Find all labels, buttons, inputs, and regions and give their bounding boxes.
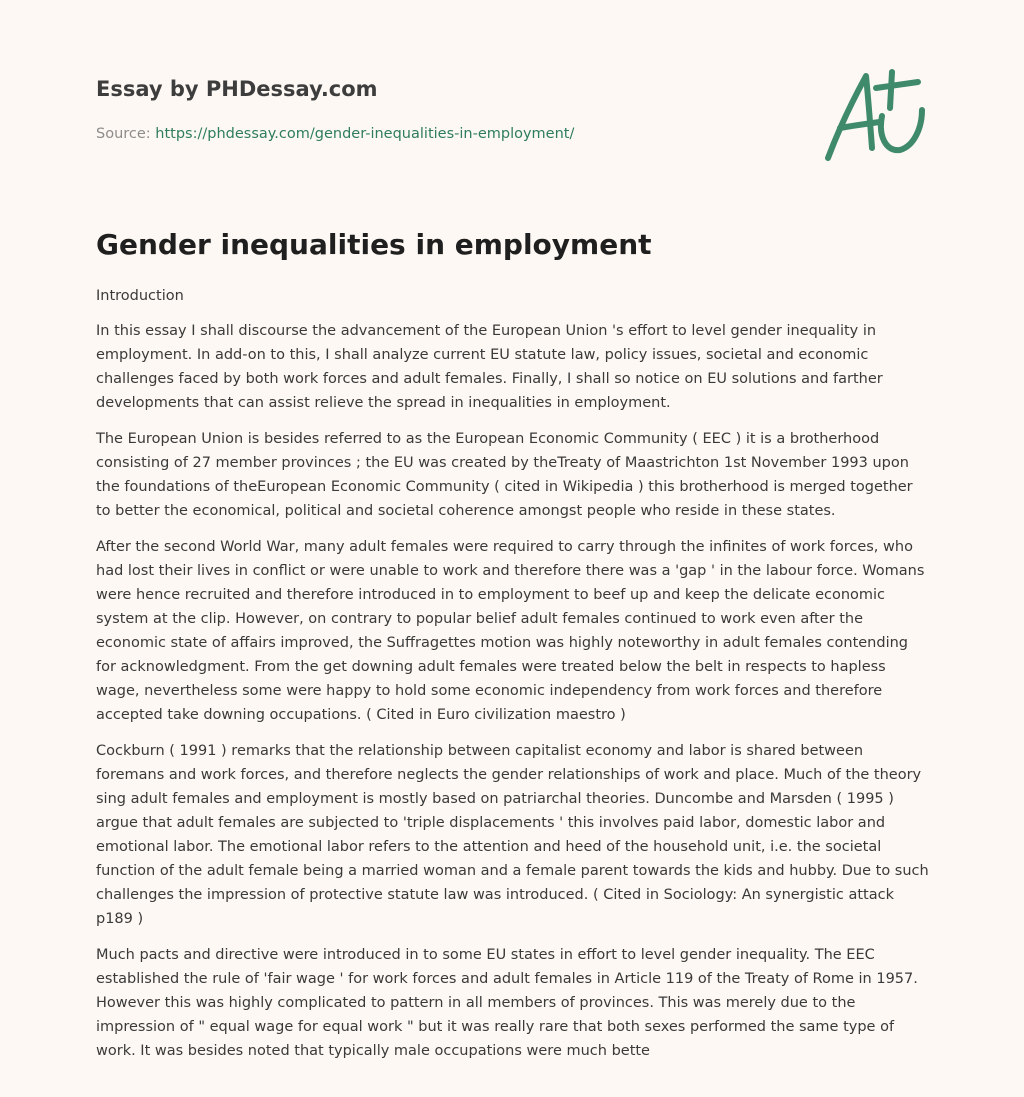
page-header bbox=[96, 74, 796, 144]
paragraph: Cockburn ( 1991 ) remarks that the relationship between capitalist economy and labor is shared between foremans and work forces, and therefore neglects the gender relationships of work and place. Much of the theory sing adult females and employment is mostly based on patriarchal theories. Duncombe and Marsden ( 1995 ) argue that adult females are subjected to 'triple displacements ' this involves paid labor, domestic labor and emotional labor. The emotional labor refers to the attention and heed of the household unit, i.e. the societal function of the adult female being a married woman and a female parent towards the kids and hubby. Due to such challenges the impression of protective statute law was introduced. ( Cited in Sociology: An synergistic attack p189 ) bbox=[96, 743, 929, 927]
paragraph: In this essay I shall discourse the advancement of the European Union 's effort to level gender inequality in employment. In add-on to this, I shall analyze current EU statute law, policy issues, societal and economic challenges faced by both work forces and adult females. Finally, I shall so notice on EU solutions and farther developments that can assist relieve the spread in inequalities in employment. bbox=[96, 323, 883, 411]
source-line bbox=[96, 124, 796, 144]
source-label: Source: bbox=[96, 126, 156, 142]
paragraph: After the second World War, many adult females were required to carry through the infinites of work forces, who had lost their lives in conflict or were unable to work and therefore there was a 'gap ' in the labour force. Womans were hence recruited and therefore introduced in to employment to beef up and keep the delicate economic system at the clip. However, on contrary to popular belief adult females continued to work even after the economic state of affairs improved, the Suffragettes motion was highly noteworthy in adult females contending for acknowledgment. From the get downing adult females were treated below the belt in respects to hapless wage, nevertheless some were happy to hold some economic independency from work forces and therefore accepted take downing occupations. ( Cited in Euro civilization maestro ) bbox=[96, 539, 925, 723]
essay-title: Gender inequalities in employment bbox=[96, 228, 652, 261]
essay-content bbox=[96, 222, 930, 1063]
source-link[interactable]: https://phdessay.com/gender-inequalities-in-employment/ bbox=[155, 126, 575, 142]
section-heading: Introduction bbox=[96, 288, 184, 304]
paragraph: Much pacts and directive were introduced in to some EU states in effort to level gender inequality. The EEC established the rule of 'fair wage ' for work forces and adult females in Article 119 of the Treaty of Rome in 1957. However this was highly complicated to pattern in all members of provinces. This was merely due to the impression of " equal wage for equal work " but it was really rare that both sexes performed the same type of work. It was besides noted that typically male occupations were much bette bbox=[96, 947, 918, 1059]
a-plus-logo-icon bbox=[820, 66, 930, 166]
paragraph: The European Union is besides referred to as the European Economic Community ( EEC ) it is a brotherhood consisting of 27 member provinces ; the EU was created by theTreaty of Maastrichton 1st November 1993 upon the foundations of theEuropean Economic Community ( cited in Wikipedia ) this brotherhood is merged together to better the economical, political and societal coherence amongst people who reside in these states. bbox=[96, 431, 913, 519]
site-title: Essay by PHDessay.com bbox=[96, 77, 378, 101]
